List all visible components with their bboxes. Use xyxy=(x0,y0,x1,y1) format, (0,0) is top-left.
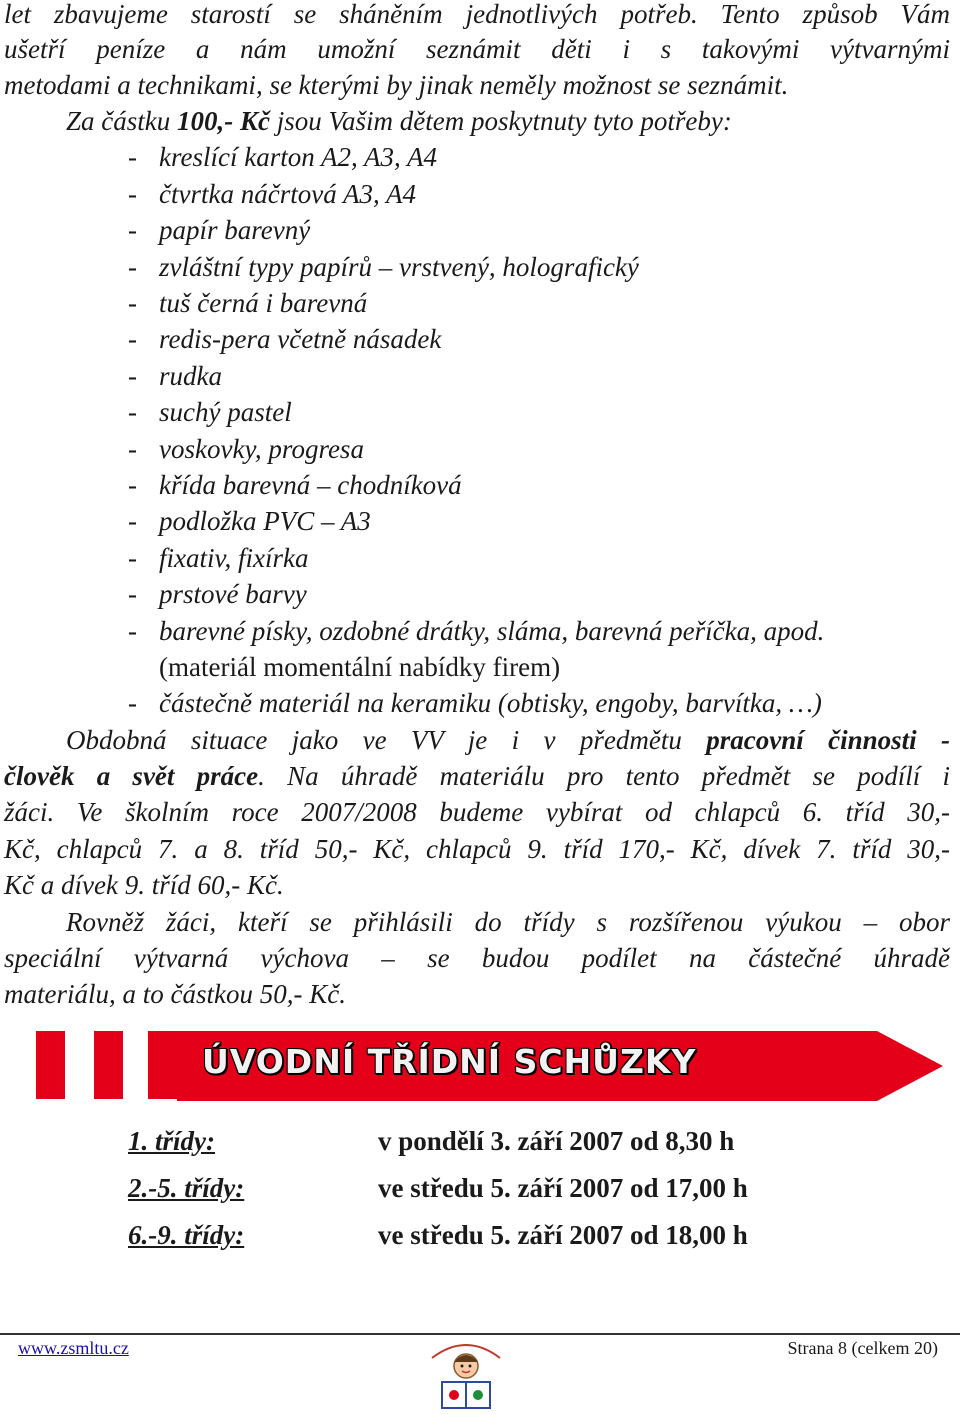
meeting-time: ve středu 5. září 2007 od 17,00 h xyxy=(378,1173,748,1203)
school-logo-icon xyxy=(424,1336,508,1414)
list-item: - zvláštní typy papírů – vrstvený, holografický xyxy=(128,252,639,282)
price-amount: 100,- Kč xyxy=(177,106,270,136)
list-item: - částečně materiál na keramiku (obtisky, engoby, barvítka, …) xyxy=(128,688,822,718)
subject-name-cont: člověk a svět práce xyxy=(4,761,259,791)
meeting-time: v pondělí 3. září 2007 od 8,30 h xyxy=(378,1126,735,1156)
list-item: - redis-pera včetně násadek xyxy=(128,324,442,354)
list-item: - papír barevný xyxy=(128,215,311,245)
para2-line-1: Obdobná situace jako ve VV je i v předmětu pracovní činnosti - xyxy=(66,725,951,755)
website-link[interactable]: www.zsmltu.cz xyxy=(18,1338,129,1358)
meeting-label: 1. třídy: xyxy=(128,1126,215,1156)
para2-line-2: člověk a svět práce. Na úhradě materiálu pro tento předmět se podílí i xyxy=(4,761,950,791)
list-item: - podložka PVC – A3 xyxy=(128,506,371,536)
list-item: - fixativ, fixírka xyxy=(128,543,309,573)
para2-line-4: Kč, chlapců 7. a 8. tříd 50,- Kč, chlapců 9. tříd 170,- Kč, dívek 7. tříd 30,- xyxy=(4,834,950,864)
banner-title: ÚVODNÍ TŘÍDNÍ SCHŮZKY xyxy=(202,1042,697,1081)
intro-line-4: Za částku 100,- Kč jsou Vašim dětem poskytnuty tyto potřeby: xyxy=(66,106,732,136)
meeting-label: 2.-5. třídy: xyxy=(128,1173,245,1203)
meeting-label: 6.-9. třídy: xyxy=(128,1220,245,1250)
red-bar-decoration xyxy=(148,1031,177,1099)
list-item: - křída barevná – chodníková xyxy=(128,470,462,500)
footer-divider xyxy=(0,1333,960,1335)
red-bar-decoration xyxy=(36,1031,65,1099)
intro-line-2: ušetří peníze a nám umožní seznámit děti i s takovými výtvarnými xyxy=(4,34,950,64)
meeting-time: ve středu 5. září 2007 od 18,00 h xyxy=(378,1220,748,1250)
para3-line-2: speciální výtvarná výchova – se budou podílet na částečné úhradě xyxy=(4,943,950,973)
list-item: - kreslící karton A2, A3, A4 xyxy=(128,142,437,172)
list-item: - barevné písky, ozdobné drátky, sláma, barevná peříčka, apod. xyxy=(128,616,825,646)
red-bar-decoration xyxy=(94,1031,123,1099)
page-number: Strana 8 (celkem 20) xyxy=(787,1338,938,1358)
para3-line-1: Rovněž žáci, kteří se přihlásili do třídy s rozšířenou výukou – obor xyxy=(66,907,950,937)
intro-line-1: let zbavujeme starostí se sháněním jednotlivých potřeb. Tento způsob Vám xyxy=(4,0,950,29)
list-item: - voskovky, progresa xyxy=(128,434,364,464)
list-item: - tuš černá i barevná xyxy=(128,288,368,318)
subject-name: pracovní činnosti - xyxy=(706,725,951,755)
list-item: - prstové barvy xyxy=(128,579,307,609)
para3-line-3: materiálu, a to částkou 50,- Kč. xyxy=(4,979,346,1009)
para2-line-5: Kč a dívek 9. tříd 60,- Kč. xyxy=(4,870,284,900)
list-item: - suchý pastel xyxy=(128,397,292,427)
intro-line-3: metodami a technikami, se kterými by jinak neměly možnost se seznámit. xyxy=(4,70,789,100)
list-item: - rudka xyxy=(128,361,222,391)
para2-line-3: žáci. Ve školním roce 2007/2008 budeme vybírat od chlapců 6. tříd 30,- xyxy=(4,797,950,827)
list-item: - čtvrtka náčrtová A3, A4 xyxy=(128,179,416,209)
supplies-note: (materiál momentální nabídky firem) xyxy=(159,652,561,682)
